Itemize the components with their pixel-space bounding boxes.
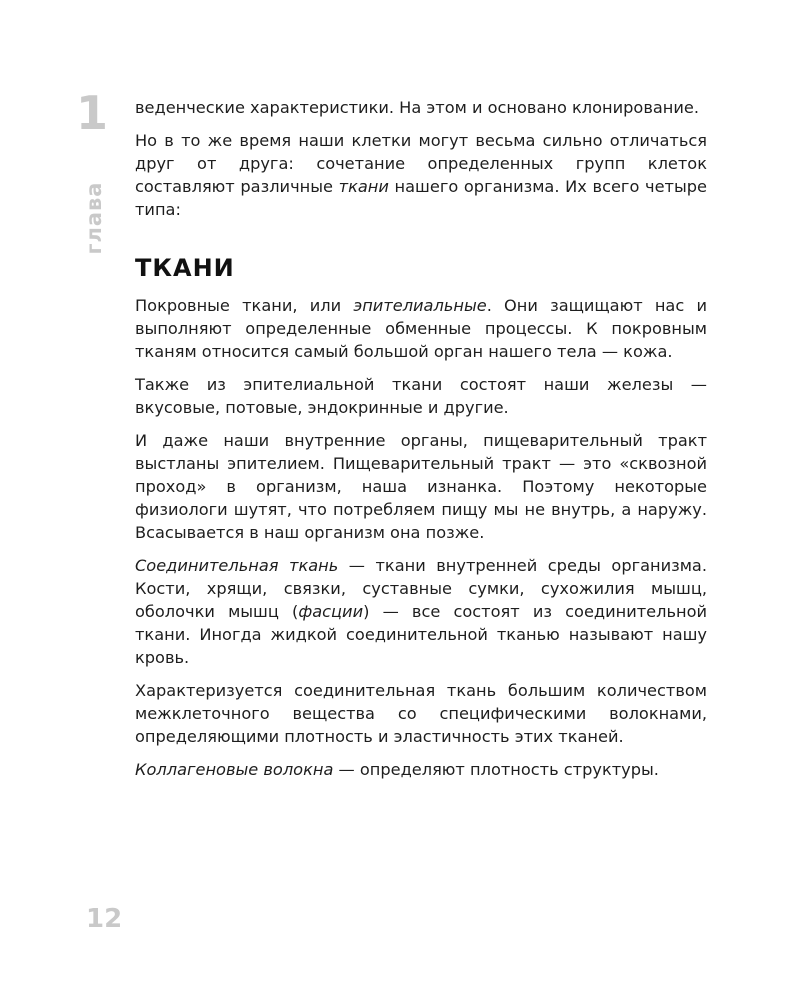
paragraph: Покровные ткани, или эпителиальные. Они защищают нас и выполняют определенные обменные процессы. К покровным тканям относится самый большой орган нашего тела — кожа.: [135, 296, 707, 361]
paragraph: Коллагеновые волокна — определяют плотность структуры.: [135, 760, 659, 779]
emphasis: Соединительная ткань: [135, 556, 339, 575]
emphasis: эпителиальные: [353, 296, 487, 315]
page-number: 12: [86, 904, 123, 934]
emphasis: ткани: [338, 177, 389, 196]
section-heading: ТКАНИ: [135, 254, 235, 282]
emphasis: фасции: [298, 602, 364, 621]
paragraph: Но в то же время наши клетки могут весьма сильно отличаться друг от друга: сочетание определенных групп клеток составляют различные ткани нашего организма. Их всего четыре типа:: [135, 131, 707, 219]
paragraph: Характеризуется соединительная ткань большим количеством межклеточного вещества со специфическими волокнами, определяющими плотность и эластичность этих тканей.: [135, 681, 707, 746]
paragraph: Также из эпителиальной ткани состоят наши железы — вкусовые, потовые, эндокринные и другие.: [135, 375, 707, 417]
chapter-number: 1: [75, 86, 108, 140]
page-content: [135, 96, 707, 791]
paragraph: И даже наши внутренние органы, пищеварительный тракт выстланы эпителием. Пищеварительный тракт — это «сквозной проход» в организм, наша изнанка. Поэтому некоторые физиологи шутят, что потребляем пищу мы не внутрь, а наружу. Всасывается в наш организм она позже.: [135, 431, 707, 542]
emphasis: Коллагеновые волокна: [135, 760, 334, 779]
paragraph: веденческие характеристики. На этом и основано клонирование.: [135, 98, 699, 117]
paragraph: Соединительная ткань — ткани внутренней среды организма. Кости, хрящи, связки, суставные сумки, сухожилия мышц, оболочки мышц (фасции) — все состоят из соединительной ткани. Иногда жидкой соединительной тканью называют нашу кровь.: [135, 556, 708, 667]
chapter-label-text: глава: [82, 181, 106, 255]
